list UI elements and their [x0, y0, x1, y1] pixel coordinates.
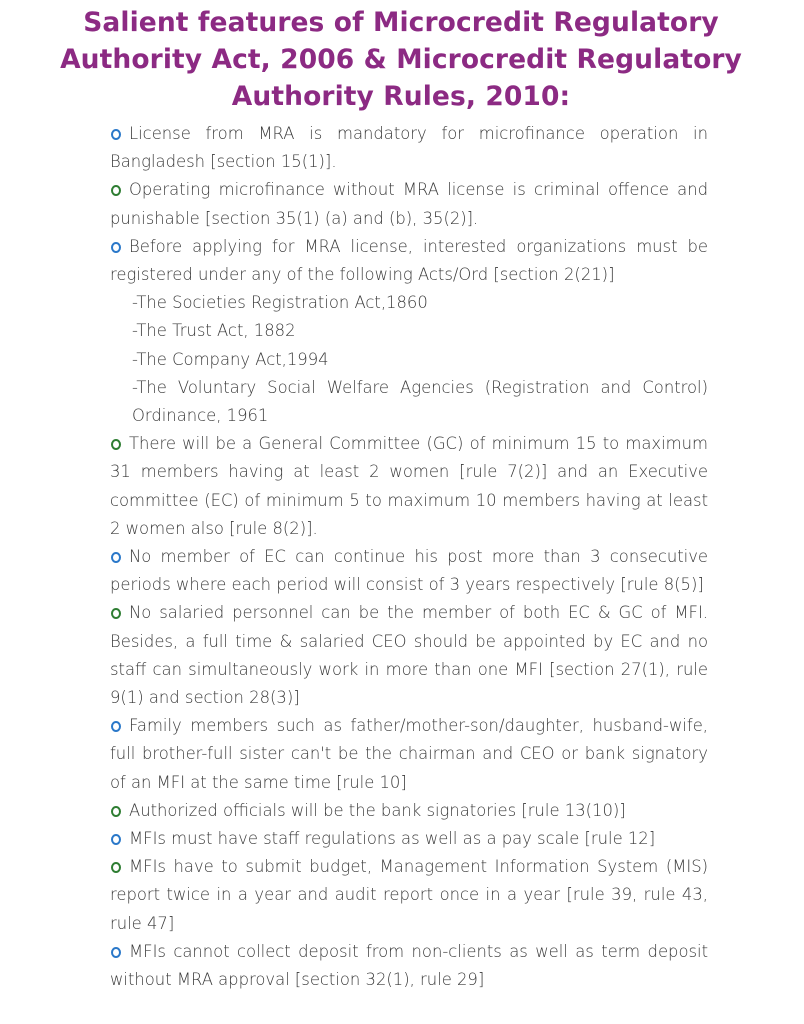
list-item	[110, 176, 708, 232]
list-item	[110, 233, 708, 289]
list-item-text: Family members such as father/mother-son/daughter, husband-wife, full brother-full sister can't be the chairman and CEO or bank signatory of an MFI at the same time [rule 10]	[110, 716, 708, 792]
circle-bullet-icon	[111, 862, 121, 873]
circle-bullet-icon	[111, 552, 121, 563]
act-item: -The Societies Registration Act,1860	[132, 293, 428, 313]
act-item: -The Company Act,1994	[132, 349, 329, 369]
title-line-3: Authority Rules, 2010:	[231, 81, 571, 112]
list-item-text: MFIs cannot collect deposit from non-clients as well as term deposit without MRA approval [section 32(1), rule 29]	[110, 941, 708, 990]
circle-bullet-icon	[111, 242, 121, 253]
circle-bullet-icon	[111, 721, 121, 732]
list-item-text: There will be a General Committee (GC) of minimum 15 to maximum 31 members having at least 2 women [rule 7(2)] and an Executive committee (EC) of minimum 5 to maximum 10 members having at least 2 women also [rule 8(2)].	[110, 434, 708, 538]
title-line-1: Salient features of Microcredit Regulatory	[83, 7, 719, 38]
circle-bullet-icon	[111, 185, 121, 196]
list-item	[110, 543, 708, 599]
list-item	[110, 599, 708, 712]
list-item	[110, 430, 708, 543]
list-item	[110, 853, 708, 938]
list-item-text: Before applying for MRA license, interested organizations must be registered under any of the following Acts/Ord [section 2(21)]	[110, 236, 708, 285]
list-item-text: MFIs have to submit budget, Management Information System (MIS) report twice in a year and audit report once in a year [rule 39, rule 43, rule 47]	[110, 857, 708, 933]
list-item-text: No salaried personnel can be the member of both EC & GC of MFI. Besides, a full time & salaried CEO should be appointed by EC and no staff can simultaneously work in more than one MFI [section 27(1), rule 9(1) and section 28(3)]	[110, 603, 708, 708]
list-item-text: MFIs must have staff regulations as well as a pay scale [rule 12]	[129, 829, 656, 849]
list-item-text: No member of EC can continue his post more than 3 consecutive periods where each period will consist of 3 years respectively [rule 8(5)]	[110, 547, 708, 595]
list-item	[110, 825, 708, 853]
list-item-text: Authorized officials will be the bank signatories [rule 13(10)]	[129, 800, 626, 820]
circle-bullet-icon	[111, 608, 121, 619]
features-list	[110, 120, 708, 994]
acts-sublist	[110, 289, 708, 430]
circle-bullet-icon	[111, 439, 121, 450]
document-title	[14, 4, 788, 115]
list-item	[110, 938, 708, 994]
list-item	[110, 712, 708, 797]
circle-bullet-icon	[111, 129, 121, 140]
list-item-text: Operating microfinance without MRA license is criminal offence and punishable [section 35(1) (a) and (b), 35(2)].	[110, 180, 708, 228]
circle-bullet-icon	[111, 947, 121, 958]
act-item: -The Voluntary Social Welfare Agencies (Registration and Control) Ordinance, 1961	[132, 377, 708, 426]
list-item	[110, 120, 708, 176]
title-line-2: Authority Act, 2006 & Microcredit Regulatory	[60, 44, 742, 75]
act-item: -The Trust Act, 1882	[132, 321, 296, 341]
list-item-text: License from MRA is mandatory for microfinance operation in Bangladesh [section 15(1)].	[110, 124, 708, 172]
list-item	[110, 797, 708, 825]
circle-bullet-icon	[111, 834, 121, 845]
circle-bullet-icon	[111, 806, 121, 817]
